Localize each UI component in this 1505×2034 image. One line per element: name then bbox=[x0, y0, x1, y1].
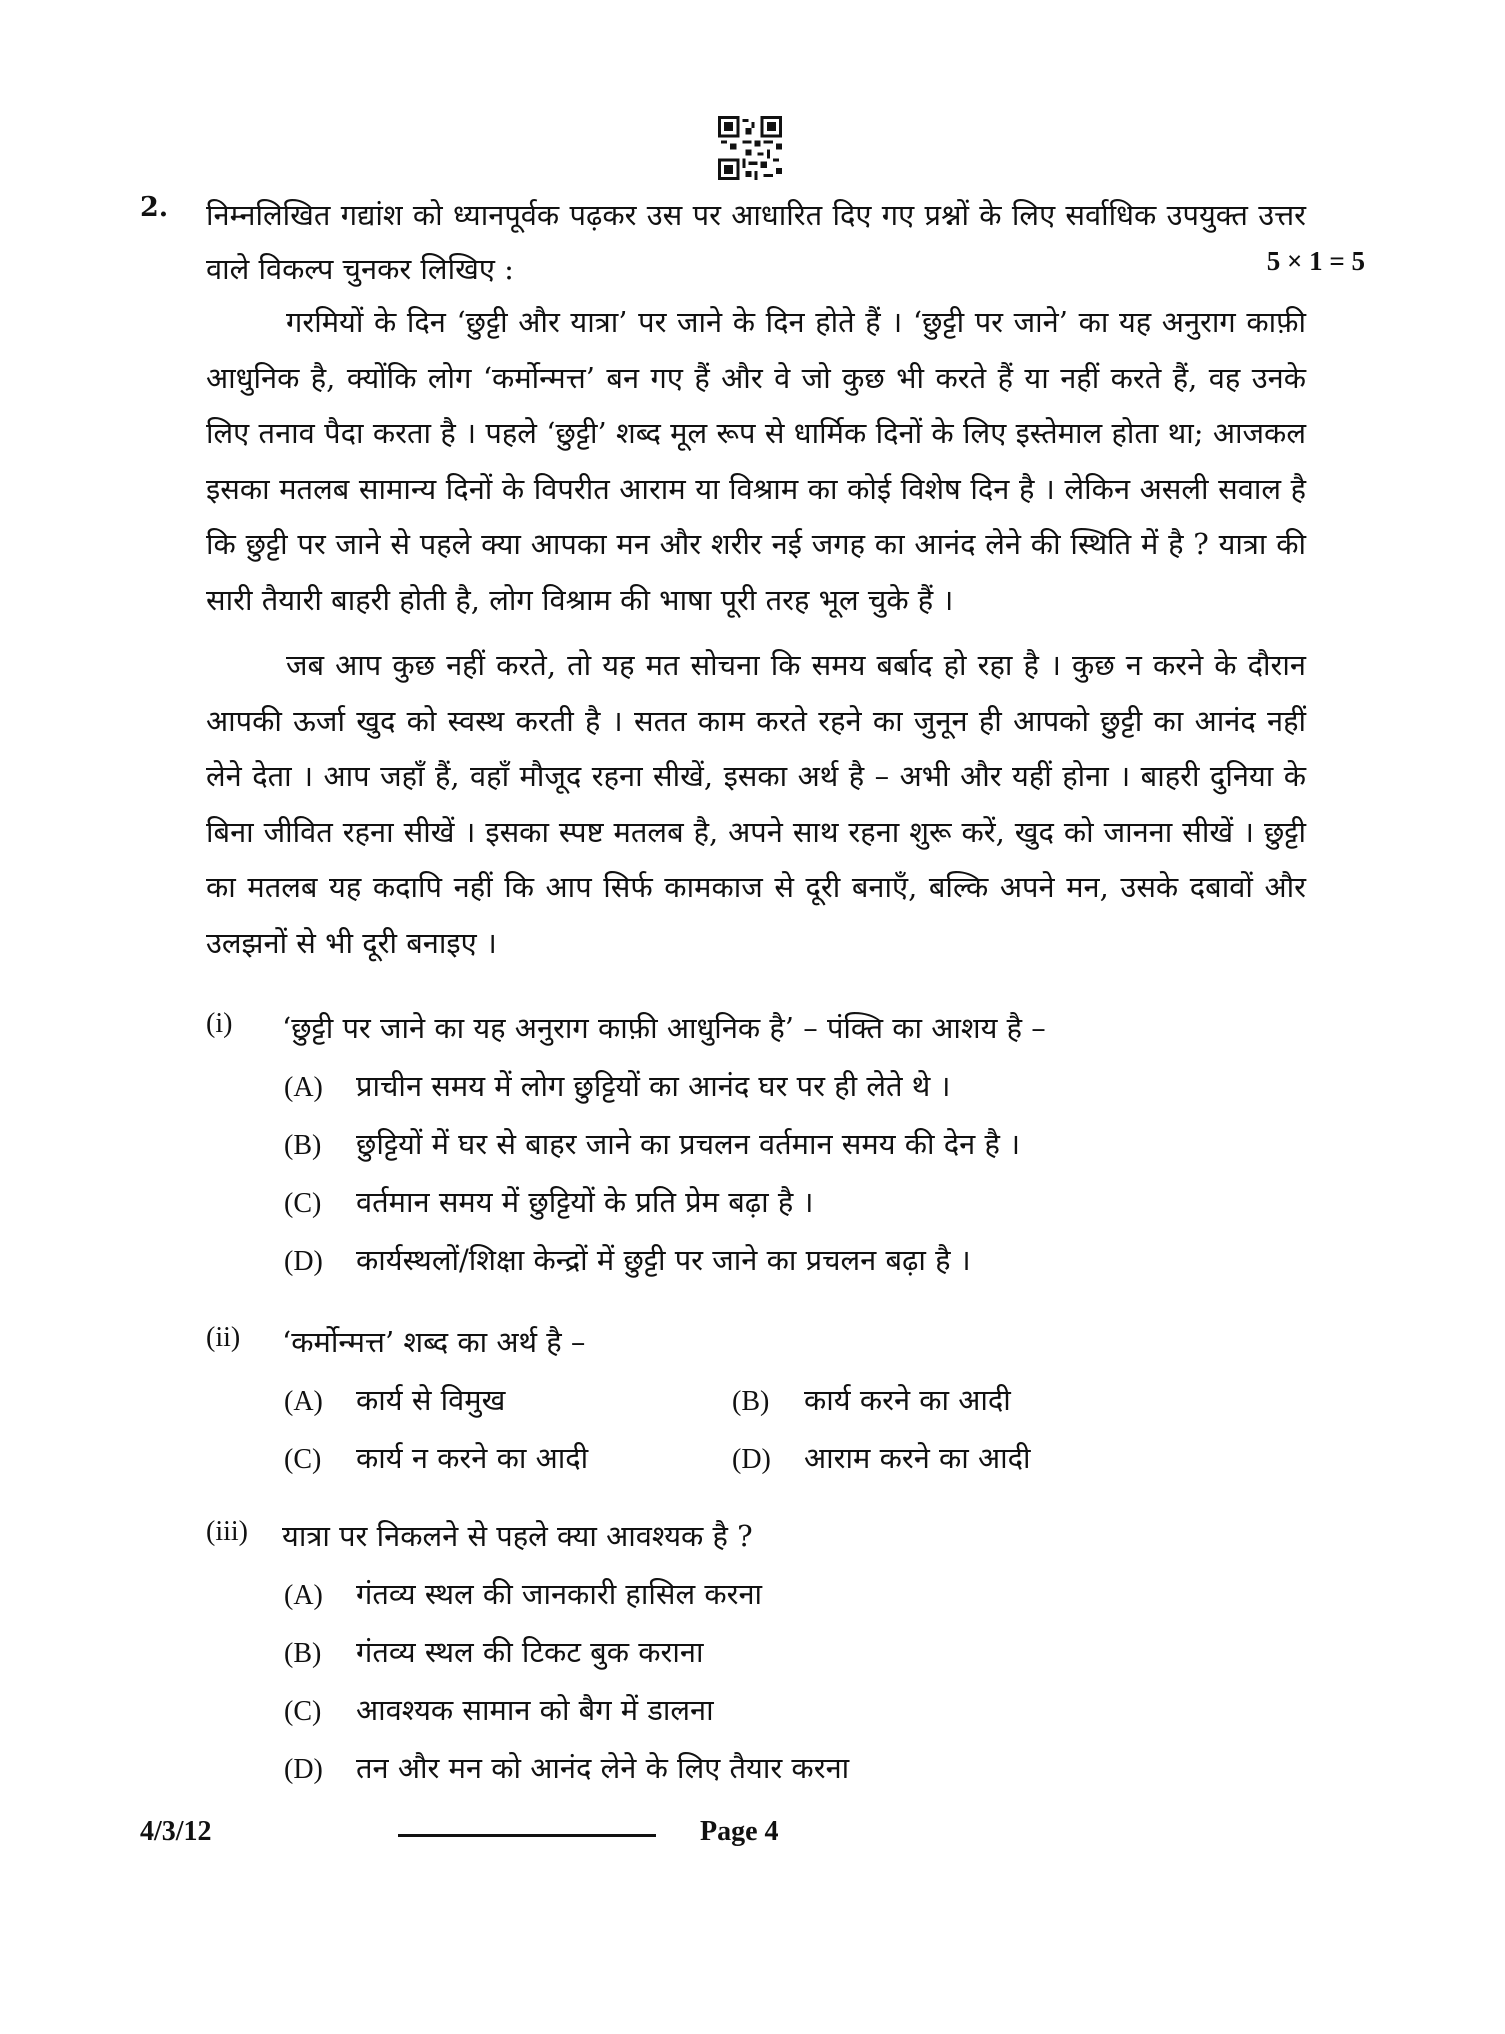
subquestion-label: (ii) bbox=[206, 1322, 241, 1353]
option-key: (C) bbox=[284, 1188, 322, 1219]
option-d bbox=[284, 1240, 971, 1279]
option-text: गंतव्य स्थल की जानकारी हासिल करना bbox=[356, 1577, 763, 1611]
marks-allocation: 5 × 1 = 5 bbox=[1266, 246, 1365, 276]
option-c bbox=[284, 1438, 588, 1477]
option-key: (D) bbox=[284, 1246, 323, 1277]
option-a bbox=[284, 1574, 762, 1613]
option-text: कार्यस्थलों/शिक्षा केन्द्रों में छुट्टी पर जाने का प्रचलन बढ़ा है । bbox=[356, 1243, 971, 1277]
option-text: गंतव्य स्थल की टिकट बुक कराना bbox=[356, 1635, 704, 1669]
subquestion-stem: ‘छुट्टी पर जाने का यह अनुराग काफ़ी आधुनिक है’ – पंक्ति का आशय है – bbox=[282, 1011, 1046, 1045]
option-text: कार्य करने का आदी bbox=[804, 1383, 1011, 1417]
option-c bbox=[284, 1690, 714, 1729]
option-text: आराम करने का आदी bbox=[804, 1441, 1031, 1475]
option-a bbox=[284, 1066, 951, 1105]
page-number: Page 4 bbox=[700, 1816, 779, 1847]
subquestion-ii bbox=[206, 1322, 1306, 1362]
subquestion-stem: ‘कर्मोन्मत्त’ शब्द का अर्थ है – bbox=[282, 1325, 586, 1359]
option-text: तन और मन को आनंद लेने के लिए तैयार करना bbox=[356, 1751, 850, 1785]
option-key: (D) bbox=[284, 1754, 323, 1785]
option-key: (A) bbox=[284, 1580, 323, 1611]
option-key: (A) bbox=[284, 1386, 323, 1417]
option-text: कार्य न करने का आदी bbox=[356, 1441, 589, 1475]
option-b bbox=[284, 1632, 703, 1671]
paper-code: 4/3/12 bbox=[140, 1816, 212, 1847]
passage bbox=[206, 295, 1306, 981]
option-a bbox=[284, 1380, 505, 1419]
question-number: 2. bbox=[140, 192, 169, 223]
passage-paragraph-1: गरमियों के दिन ‘छुट्टी और यात्रा’ पर जाने के दिन होते हैं । ‘छुट्टी पर जाने’ का यह अनुराग काफ़ी आधुनिक है, क्योंकि लोग ‘कर्मोन्मत्त’ बन गए हैं और वे जो कुछ भी करते हैं या नहीं करते हैं, वह उनके लिए तनाव पैदा करता है । पहले ‘छुट्टी’ शब्द मूल रूप से धार्मिक दिनों के लिए इस्तेमाल होता था; आजकल इसका मतलब सामान्य दिनों के विपरीत आराम या विश्राम का कोई विशेष दिन है । लेकिन असली सवाल है कि छुट्टी पर जाने से पहले क्या आपका मन और शरीर नई जगह का आनंद लेने की स्थिति में है ? यात्रा की सारी तैयारी बाहरी होती है, लोग विश्राम की भाषा पूरी तरह भूल चुके हैं । bbox=[206, 305, 1306, 617]
option-text: प्राचीन समय में लोग छुट्टियों का आनंद घर पर ही लेते थे । bbox=[356, 1069, 951, 1103]
qr-code bbox=[718, 116, 782, 180]
subquestion-label: (i) bbox=[206, 1008, 233, 1039]
question-instruction: निम्नलिखित गद्यांश को ध्यानपूर्वक पढ़कर उस पर आधारित दिए गए प्रश्नों के लिए सर्वाधिक उपयुक्त उत्तर वाले विकल्प चुनकर लिखिए : bbox=[206, 198, 1306, 286]
subquestion-iii bbox=[206, 1516, 1306, 1556]
footer-divider bbox=[398, 1834, 656, 1837]
option-text: छुट्टियों में घर से बाहर जाने का प्रचलन वर्तमान समय की देन है । bbox=[356, 1127, 1021, 1161]
option-key: (C) bbox=[284, 1696, 322, 1727]
option-key: (A) bbox=[284, 1072, 323, 1103]
option-key: (B) bbox=[284, 1638, 322, 1669]
option-key: (B) bbox=[732, 1386, 770, 1417]
subquestion-label: (iii) bbox=[206, 1516, 248, 1547]
option-b bbox=[284, 1124, 1020, 1163]
option-b bbox=[732, 1380, 1011, 1419]
option-d bbox=[284, 1748, 849, 1787]
option-key: (D) bbox=[732, 1444, 771, 1475]
option-d bbox=[732, 1438, 1031, 1477]
option-c bbox=[284, 1182, 813, 1221]
option-text: कार्य से विमुख bbox=[356, 1383, 506, 1417]
option-key: (C) bbox=[284, 1444, 322, 1475]
option-key: (B) bbox=[284, 1130, 322, 1161]
option-text: आवश्यक सामान को बैग में डालना bbox=[356, 1693, 714, 1727]
option-text: वर्तमान समय में छुट्टियों के प्रति प्रेम बढ़ा है । bbox=[356, 1185, 814, 1219]
passage-paragraph-2: जब आप कुछ नहीं करते, तो यह मत सोचना कि समय बर्बाद हो रहा है । कुछ न करने के दौरान आपकी ऊर्जा खुद को स्वस्थ करती है । सतत काम करते रहने का जुनून ही आपको छुट्टी का आनंद नहीं लेने देता । आप जहाँ हैं, वहाँ मौजूद रहना सीखें, इसका अर्थ है – अभी और यहीं होना । बाहरी दुनिया के बिना जीवित रहना सीखें । इसका स्पष्ट मतलब है, अपने साथ रहना शुरू करें, खुद को जानना सीखें । छुट्टी का मतलब यह कदापि नहीं कि आप सिर्फ कामकाज से दूरी बनाएँ, बल्कि अपने मन, उसके दबावों और उलझनों से भी दूरी बनाइए । bbox=[206, 648, 1306, 960]
subquestion-stem: यात्रा पर निकलने से पहले क्या आवश्यक है ? bbox=[282, 1519, 753, 1553]
